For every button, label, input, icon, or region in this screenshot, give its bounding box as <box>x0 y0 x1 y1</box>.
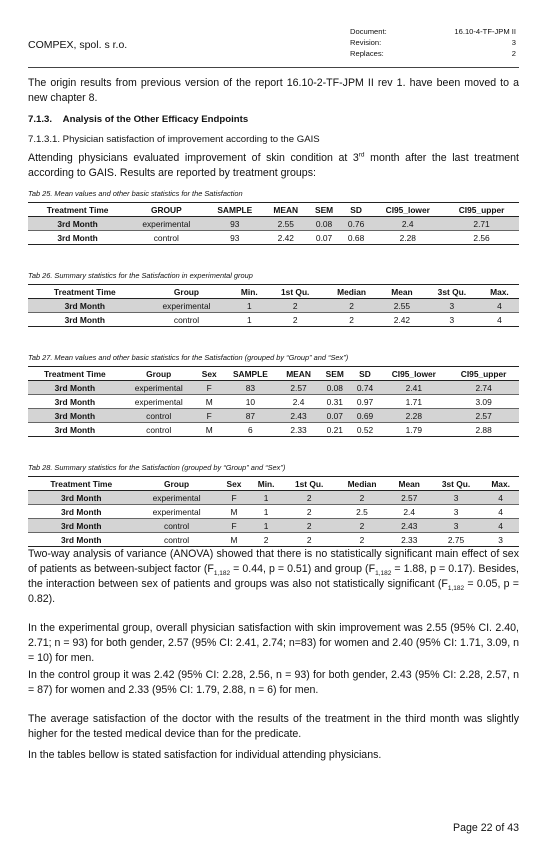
table-cell: 0.69 <box>351 409 380 423</box>
table-row <box>28 505 519 519</box>
column-header: Median <box>323 285 380 299</box>
control-paragraph: In the control group it was 2.42 (95% CI: 2.28, 2.56, n = 93) for both gender, 2.43 (95% CI: 2.28, 2.57, n = 87) for women and 2.33 (95% CI: 1.79, 2.88, n = 6) for men. <box>28 669 519 696</box>
table-row <box>28 231 519 245</box>
table-cell: experimental <box>127 217 205 231</box>
table-cell: 4 <box>497 314 502 325</box>
table-cell: M <box>230 534 238 545</box>
company-name: COMPEX, spol. s r.o. <box>28 39 128 51</box>
column-header: 1st Qu. <box>267 285 323 299</box>
table-cell: 0.97 <box>356 396 374 407</box>
table-cell: 87 <box>223 409 278 423</box>
column-header: Sex <box>196 367 223 381</box>
table-cell: 2.88 <box>475 424 492 435</box>
table-cell: 2.33 <box>290 424 307 435</box>
table-header-row <box>28 477 519 491</box>
table-28 <box>28 476 519 547</box>
table-cell: 3 <box>430 491 482 505</box>
table-26 <box>28 284 519 327</box>
treatment-time-cell: 3rd Month <box>28 519 135 533</box>
table-cell: 10 <box>245 396 256 407</box>
treatment-time-cell: 3rd Month <box>28 381 122 395</box>
treatment-time-cell: 3rd Month <box>61 506 102 517</box>
table-cell: M <box>230 506 238 517</box>
column-header: Min. <box>231 285 267 299</box>
replaces-label: Replaces: <box>350 49 384 58</box>
table-cell: 0.68 <box>347 232 365 243</box>
table-block-26 <box>28 271 519 327</box>
para1-text-2: month after the last treatment according to GAIS. Results are reported by treatment groups: <box>28 152 519 179</box>
table-cell: 2.57 <box>448 409 519 423</box>
table-cell: experimental <box>142 299 232 313</box>
column-header: CI95_upper <box>448 367 519 381</box>
column-header: Min. <box>249 477 283 491</box>
table-cell: 3.09 <box>475 396 492 407</box>
document-meta <box>350 26 516 59</box>
page-header <box>28 0 516 67</box>
table-cell: 0.52 <box>356 424 374 435</box>
table-row <box>28 381 519 395</box>
table-cell: 2.55 <box>264 217 307 231</box>
table-cell: 1 <box>246 314 252 325</box>
table-cell: 2.28 <box>399 232 416 243</box>
table-cell: 83 <box>223 381 278 395</box>
column-header: 3st Qu. <box>430 477 482 491</box>
table-cell: 2 <box>263 534 269 545</box>
table-cell: F <box>219 491 250 505</box>
table-cell: control <box>173 314 200 325</box>
table-cell: 4 <box>482 491 519 505</box>
table-cell: 2 <box>306 534 312 545</box>
table-cell: 0.74 <box>351 381 380 395</box>
column-header: 3st Qu. <box>424 285 480 299</box>
table-cell: control <box>122 409 196 423</box>
column-header: MEAN <box>278 367 319 381</box>
table-block-25 <box>28 189 519 245</box>
table-cell: 2 <box>359 534 365 545</box>
table-row <box>28 313 519 327</box>
column-header: Max. <box>480 285 519 299</box>
treatment-time-cell: 3rd Month <box>61 534 102 545</box>
average-paragraph: The average satisfaction of the doctor with the results of the treatment in the third month was slightly higher for the tested medical device than for the predicate. <box>28 713 519 740</box>
table-cell: 3 <box>498 534 503 545</box>
column-header: SD <box>341 203 372 217</box>
anova-sub-1: 1,182 <box>213 570 231 578</box>
table-cell: 2.5 <box>356 506 368 517</box>
table-cell: 2.57 <box>389 491 430 505</box>
para1-sup: rd <box>358 151 365 159</box>
table-cell: 2.42 <box>393 314 411 325</box>
table-cell: 0.76 <box>341 217 372 231</box>
table-cell: 2.41 <box>379 381 448 395</box>
table-cell: F <box>196 409 223 423</box>
column-header: Mean <box>389 477 430 491</box>
table-25 <box>28 202 519 245</box>
table-cell: 0.08 <box>319 381 351 395</box>
table-cell: 1 <box>231 299 267 313</box>
table-cell: 2.56 <box>473 232 490 243</box>
table-cell: 2.43 <box>389 519 430 533</box>
table-cell: 4 <box>480 299 519 313</box>
table-block-28 <box>28 463 519 547</box>
table-cell: 93 <box>205 217 264 231</box>
column-header: CI95_lower <box>371 203 444 217</box>
anova-text-4: = 0.05, p = 0.82). <box>28 578 519 605</box>
column-header: SAMPLE <box>205 203 264 217</box>
table-cell: F <box>196 381 223 395</box>
table-cell: 2.74 <box>448 381 519 395</box>
table-cell: 4 <box>482 519 519 533</box>
anova-text-2: = 0.44, p = 0.51) and group (F <box>230 563 376 575</box>
table-cell: M <box>205 424 213 435</box>
table-cell: 0.07 <box>319 409 351 423</box>
revision-label: Revision: <box>350 38 382 47</box>
table-cell: experimental <box>134 396 183 407</box>
column-header: SEM <box>319 367 351 381</box>
table-cell: 1.71 <box>405 396 422 407</box>
column-header: Mean <box>380 285 424 299</box>
table-cell: 3 <box>424 299 480 313</box>
treatment-time-cell: 3rd Month <box>57 232 98 243</box>
table-cell: experimental <box>135 491 219 505</box>
table-cell: 2.4 <box>371 217 444 231</box>
table-row <box>28 519 519 533</box>
table-cell: 2 <box>335 519 388 533</box>
table-caption: Tab 28. Summary statistics for the Satisfaction (grouped by “Group” and “Sex”) <box>28 463 286 472</box>
revision-value: 3 <box>511 38 516 47</box>
table-cell: experimental <box>152 506 201 517</box>
treatment-time-cell: 3rd Month <box>28 409 122 423</box>
table-cell: 2.42 <box>277 232 294 243</box>
table-cell: 1 <box>249 519 283 533</box>
table-row <box>28 533 519 547</box>
header-divider <box>28 67 519 68</box>
column-header: Group <box>135 477 219 491</box>
table-cell: 2.57 <box>278 381 319 395</box>
main-content <box>28 76 519 763</box>
table-cell: 2.71 <box>444 217 519 231</box>
table-cell: 0.07 <box>315 232 333 243</box>
anova-sub-2: 1,182 <box>375 570 392 578</box>
column-header: CI95_upper <box>444 203 519 217</box>
table-cell: control <box>135 519 219 533</box>
table-cell: 2.28 <box>379 409 448 423</box>
table-caption: Tab 25. Mean values and other basic statistics for the Satisfaction <box>28 189 243 198</box>
column-header: Group <box>142 285 232 299</box>
table-cell: 2.4 <box>292 396 305 407</box>
table-cell: 93 <box>230 232 240 243</box>
treatment-time-cell: 3rd Month <box>28 299 142 313</box>
column-header: SEM <box>307 203 340 217</box>
table-caption: Tab 26. Summary statistics for the Satisfaction in experimental group <box>28 271 253 280</box>
table-row <box>28 299 519 313</box>
table-cell: 0.31 <box>326 396 343 407</box>
column-header: SD <box>351 367 380 381</box>
column-header: Median <box>335 477 388 491</box>
table-cell: 2 <box>323 299 380 313</box>
column-header: CI95_lower <box>379 367 448 381</box>
experimental-paragraph: In the experimental group, overall physician satisfaction with skin improvement was 2.55 (95% CI. 2.40, 2.71; n = 93) for both gender, 2.57 (95% CI: 2.41, 2.74; n=83) for women and 2.40 (95% CI: 1.71, 3.09, n = 10) for men. <box>28 622 519 664</box>
page-number: Page 22 of 43 <box>453 822 519 834</box>
table-row <box>28 217 519 231</box>
table-cell: 3 <box>430 519 482 533</box>
table-cell: 2 <box>349 314 354 325</box>
attending-paragraph <box>28 151 519 181</box>
table-cell: 6 <box>248 424 253 435</box>
table-cell: 0.08 <box>307 217 340 231</box>
table-row <box>28 423 519 437</box>
table-cell: 1 <box>249 491 283 505</box>
column-header: Sex <box>219 477 250 491</box>
table-cell: 3 <box>449 314 455 325</box>
table-row <box>28 409 519 423</box>
table-cell: control <box>153 232 179 243</box>
column-header: Group <box>122 367 196 381</box>
table-cell: 3 <box>453 506 459 517</box>
bellow-paragraph: In the tables bellow is stated satisfaction for individual attending physicians. <box>28 749 382 761</box>
table-cell: 1 <box>263 506 269 517</box>
table-cell: 2 <box>283 519 335 533</box>
table-cell: 2.33 <box>401 534 418 545</box>
column-header: Max. <box>482 477 519 491</box>
table-row <box>28 395 519 409</box>
document-value: 16.10-4-TF-JPM II <box>454 27 516 36</box>
subsection-heading: 7.1.3.1. Physician satisfaction of improvement according to the GAIS <box>28 134 320 145</box>
anova-text-1: Two-way analysis of variance (ANOVA) showed that there is no statistically significant main effect of sex of patients as between-subject factor (F <box>28 548 519 575</box>
table-header-row <box>28 367 519 381</box>
table-cell: 2 <box>335 491 388 505</box>
treatment-time-cell: 3rd Month <box>28 491 135 505</box>
para1-text-1: Attending physicians evaluated improvement of skin condition at 3 <box>28 152 359 164</box>
table-cell: 2.55 <box>380 299 424 313</box>
treatment-time-cell: 3rd Month <box>28 217 127 231</box>
column-header: Treatment Time <box>28 367 122 381</box>
table-cell: 2.4 <box>403 506 416 517</box>
table-header-row <box>28 285 519 299</box>
replaces-value: 2 <box>511 49 516 58</box>
intro-paragraph: The origin results from previous version of the report 16.10-2-TF-JPM II rev 1. have been moved to a new chapter 8. <box>28 77 519 104</box>
document-label: Document: <box>350 27 387 36</box>
table-cell: 0.21 <box>326 424 343 435</box>
table-cell: 1.79 <box>405 424 422 435</box>
table-cell: control <box>164 534 190 545</box>
table-cell: 2 <box>292 314 298 325</box>
column-header: Treatment Time <box>28 477 135 491</box>
anova-text-3: = 1.88, p = 0.17). Besides, the interaction between sex of patients and groups was also not statistically significant (F <box>28 563 520 590</box>
table-cell: 2 <box>267 299 323 313</box>
anova-paragraph <box>28 547 519 607</box>
table-row <box>28 491 519 505</box>
treatment-time-cell: 3rd Month <box>64 314 106 325</box>
table-cell: experimental <box>122 381 196 395</box>
column-header: GROUP <box>127 203 205 217</box>
table-27 <box>28 366 519 437</box>
table-cell: 2 <box>283 491 335 505</box>
table-header-row <box>28 203 519 217</box>
treatment-time-cell: 3rd Month <box>54 396 96 407</box>
anova-sub-3: 1,182 <box>447 585 465 593</box>
section-heading: 7.1.3. Analysis of the Other Efficacy Endpoints <box>28 114 249 125</box>
column-header: 1st Qu. <box>283 477 335 491</box>
column-header: Treatment Time <box>28 203 127 217</box>
table-caption: Tab 27. Mean values and other basic statistics for the Satisfaction (grouped by “Group” and “Sex”) <box>28 353 349 362</box>
table-cell: 2.43 <box>278 409 319 423</box>
table-cell: control <box>146 424 172 435</box>
table-cell: F <box>219 519 250 533</box>
table-cell: M <box>205 396 213 407</box>
column-header: MEAN <box>264 203 307 217</box>
column-header: Treatment Time <box>28 285 142 299</box>
table-cell: 2 <box>306 506 312 517</box>
column-header: SAMPLE <box>223 367 278 381</box>
table-cell: 2.75 <box>447 534 465 545</box>
treatment-time-cell: 3rd Month <box>54 424 96 435</box>
table-cell: 4 <box>498 506 503 517</box>
table-block-27 <box>28 353 519 437</box>
